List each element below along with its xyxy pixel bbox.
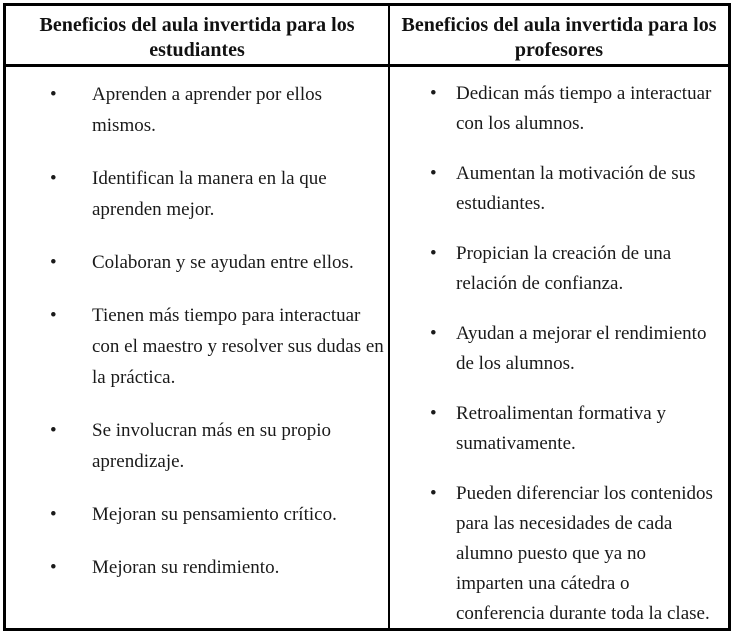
list-item — [50, 552, 388, 583]
list-item-text: Tienen más tiempo para interactuar con el maestro y resolver sus dudas en la práctica. — [92, 305, 384, 388]
bullet-icon: • — [50, 504, 57, 525]
bullet-icon: • — [50, 557, 57, 578]
list-item — [50, 300, 388, 393]
students-column — [6, 6, 388, 628]
list-item — [50, 247, 388, 278]
list-item — [430, 399, 728, 459]
list-item-text: Aprenden a aprender por ellos mismos. — [92, 84, 323, 136]
list-item — [430, 239, 728, 299]
teachers-column — [388, 6, 728, 628]
bullet-icon: • — [50, 84, 57, 105]
list-item-text: Mejoran su rendimiento. — [92, 557, 280, 578]
list-item — [430, 159, 728, 219]
bullet-icon: • — [430, 83, 437, 104]
list-item — [50, 415, 388, 477]
bullet-icon: • — [430, 243, 437, 264]
list-item — [430, 79, 728, 139]
benefits-table — [3, 3, 731, 631]
bullet-icon: • — [430, 483, 437, 504]
bullet-icon: • — [50, 420, 57, 441]
list-item-text: Ayudan a mejorar el rendimiento de los alumnos. — [456, 323, 707, 374]
list-item — [430, 479, 728, 628]
students-column-header: Beneficios del aula invertida para los estudiantes — [6, 6, 388, 67]
bullet-icon: • — [50, 252, 57, 273]
teachers-benefits-list — [390, 67, 728, 628]
bullet-icon: • — [430, 403, 437, 424]
bullet-icon: • — [430, 323, 437, 344]
list-item — [50, 499, 388, 530]
teachers-column-header: Beneficios del aula invertida para los profesores — [390, 6, 728, 67]
list-item-text: Se involucran más en su propio aprendizaje. — [92, 420, 332, 472]
list-item-text: Mejoran su pensamiento crítico. — [92, 504, 337, 525]
list-item-text: Propician la creación de una relación de confianza. — [456, 243, 672, 294]
bullet-icon: • — [50, 305, 57, 326]
bullet-icon: • — [50, 168, 57, 189]
list-item-text: Colaboran y se ayudan entre ellos. — [92, 252, 354, 273]
list-item-text: Aumentan la motivación de sus estudiantes. — [456, 163, 696, 214]
list-item-text: Pueden diferenciar los contenidos para las necesidades de cada alumno puesto que ya no imparten una cátedra o conferencia durante toda la clase. — [456, 483, 713, 624]
list-item — [50, 163, 388, 225]
list-item — [430, 319, 728, 379]
list-item-text: Dedican más tiempo a interactuar con los alumnos. — [456, 83, 712, 134]
list-item — [50, 79, 388, 141]
bullet-icon: • — [430, 163, 437, 184]
students-benefits-list — [6, 67, 388, 628]
list-item-text: Identifican la manera en la que aprenden mejor. — [92, 168, 327, 220]
list-item-text: Retroalimentan formativa y sumativamente. — [456, 403, 666, 454]
